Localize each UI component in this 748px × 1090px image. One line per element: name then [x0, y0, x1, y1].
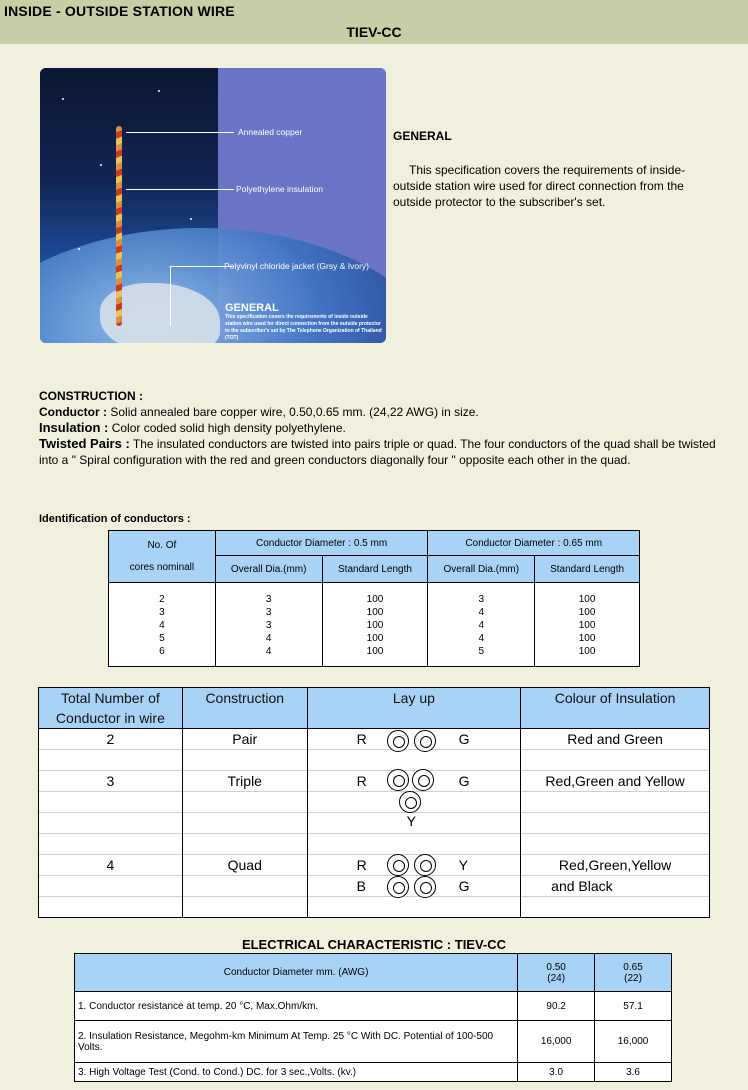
table-row	[75, 1063, 672, 1082]
quad-colour-line1: Red,Green,Yellow	[521, 855, 710, 876]
table-row	[39, 792, 710, 813]
diameter-065-header: Conductor Diameter : 0.65 mm	[428, 531, 640, 556]
total-conductors-header: Total Number of Conductor in wire	[39, 688, 183, 729]
callout-line	[126, 189, 234, 190]
table-row	[39, 729, 710, 750]
triple-construction: Triple	[182, 771, 307, 792]
electrical-title: ELECTRICAL CHARACTERISTIC : TIEV-CC	[241, 937, 507, 952]
overall-dia-header: Overall Dia.(mm)	[428, 556, 535, 583]
pair-label-g: G	[458, 731, 470, 747]
insulation-label: Insulation :	[39, 420, 109, 435]
table-row	[39, 876, 710, 897]
triple-colour: Red,Green and Yellow	[521, 771, 710, 792]
page-title: INSIDE - OUTSIDE STATION WIRE	[4, 3, 235, 19]
quad-construction: Quad	[182, 855, 307, 876]
conductor-circle	[414, 730, 436, 752]
insulation-resistance-050: 16,000	[518, 1021, 595, 1063]
construction-header: Construction	[182, 688, 307, 729]
table-row	[109, 583, 640, 667]
photo-general-title: GENERAL	[225, 302, 279, 314]
high-voltage-065: 3.6	[595, 1063, 672, 1082]
diameter-05-header: Conductor Diameter : 0.5 mm	[215, 531, 428, 556]
star	[62, 98, 64, 100]
insulation-text: Color coded solid high density polyethylene.	[111, 421, 346, 435]
pair-label-r: R	[356, 731, 367, 747]
electrical-table	[74, 953, 672, 1082]
construction-section	[39, 388, 729, 468]
conductor-circle	[414, 876, 436, 898]
quad-colour-line2: and Black	[521, 876, 710, 897]
conductor-label: Conductor :	[39, 405, 107, 419]
table-row	[75, 1021, 672, 1063]
callout-polyethylene: Polyethylene insulation	[236, 184, 323, 194]
conductor-text: Solid annealed bare copper wire, 0.50,0.65 mm. (24,22 AWG) in size.	[110, 405, 479, 419]
table-row	[39, 750, 710, 771]
pair-layup	[307, 729, 521, 750]
quad-label-b: B	[356, 878, 367, 894]
standard-length-header: Standard Length	[535, 556, 640, 583]
col-050-header: 0.50 (24)	[518, 954, 595, 992]
quad-count: 4	[39, 855, 183, 876]
callout-line	[126, 132, 234, 133]
quad-label-y: Y	[458, 857, 469, 873]
table-row	[39, 813, 710, 834]
layup-table	[38, 687, 710, 918]
resistance-label: 1. Conductor resistance at temp. 20 °C, Max.Ohm/km.	[75, 992, 518, 1021]
table-row	[75, 992, 672, 1021]
table-row	[39, 855, 710, 876]
identification-title: Identification of conductors :	[39, 513, 191, 525]
conductor-circle	[387, 730, 409, 752]
insulation-resistance-065: 16,000	[595, 1021, 672, 1063]
triple-label-y: Y	[406, 813, 417, 829]
quad-label-g: G	[458, 878, 470, 894]
high-voltage-050: 3.0	[518, 1063, 595, 1082]
table-row	[39, 897, 710, 918]
triple-count: 3	[39, 771, 183, 792]
star	[78, 248, 80, 250]
conductor-circle	[412, 769, 434, 791]
callout-line	[170, 266, 171, 326]
resistance-065: 57.1	[595, 992, 672, 1021]
construction-title: CONSTRUCTION :	[39, 389, 143, 403]
overall-dia-header: Overall Dia.(mm)	[215, 556, 322, 583]
cores-values: 2 3 4 5 6	[109, 583, 216, 667]
table-row	[39, 771, 710, 792]
star	[190, 218, 192, 220]
table-row	[39, 834, 710, 855]
standard-length-header: Standard Length	[322, 556, 428, 583]
twisted-wire-graphic	[116, 126, 122, 326]
length-05-values: 100 100 100 100 100	[322, 583, 428, 667]
pair-colour: Red and Green	[521, 729, 710, 750]
callout-pvc-jacket: Polyvinyl chloride jacket (Grsy & Ivory)	[224, 261, 370, 271]
length-065-values: 100 100 100 100 100	[535, 583, 640, 667]
conductor-circle	[387, 854, 409, 876]
triple-label-r: R	[356, 773, 367, 789]
insulation-resistance-label: 2. Insulation Resistance, Megohm-km Minimum At Temp. 25 °C With DC. Potential of 100-500 Volts.	[75, 1021, 518, 1063]
quad-layup	[307, 855, 521, 876]
photo-general-text: This specification covers the requirements of inside outside station wire used for direct connection from the outside protector to the subscriber's set by The Telephone Organization of Thailand (TOT)	[225, 314, 382, 341]
conductor-circle	[387, 876, 409, 898]
colour-header: Colour of Insulation	[521, 688, 710, 729]
conductor-circle	[399, 791, 421, 813]
identification-table	[108, 530, 640, 667]
callout-copper: Annealed copper	[238, 127, 303, 137]
resistance-050: 90.2	[518, 992, 595, 1021]
page-header	[0, 0, 748, 44]
conductor-circle	[387, 769, 409, 791]
twisted-pairs-text: The insulated conductors are twisted into pairs triple or quad. The four conductors of the quad shall be twisted into a " Spiral configuration with the red and green conductors diagonally four " opposite each other in the quad.	[39, 437, 716, 467]
pair-construction: Pair	[182, 729, 307, 750]
layup-header: Lay up	[307, 688, 521, 729]
star	[100, 164, 102, 166]
cable-photo	[40, 68, 386, 343]
general-text: This specification covers the requirements of inside-outside station wire used for direct connection from the outside protector to the subscriber's set.	[393, 163, 686, 209]
conductor-circle	[414, 854, 436, 876]
triple-label-g: G	[458, 773, 470, 789]
overall-05-values: 3 3 3 4 4	[215, 583, 322, 667]
star	[158, 90, 160, 92]
twisted-pairs-label: Twisted Pairs :	[39, 436, 130, 451]
triple-layup	[307, 771, 521, 792]
col-065-header: 0.65 (22)	[595, 954, 672, 992]
quad-label-r: R	[356, 857, 367, 873]
overall-065-values: 3 4 4 4 5	[428, 583, 535, 667]
general-title: GENERAL	[393, 129, 452, 143]
diameter-header: Conductor Diameter mm. (AWG)	[75, 954, 518, 992]
page-subtitle: TIEV-CC	[346, 24, 402, 40]
pair-count: 2	[39, 729, 183, 750]
cores-header: No. Of cores nominall	[109, 531, 216, 583]
high-voltage-label: 3. High Voltage Test (Cond. to Cond.) DC. for 3 sec.,Volts. (kv.)	[75, 1063, 518, 1082]
